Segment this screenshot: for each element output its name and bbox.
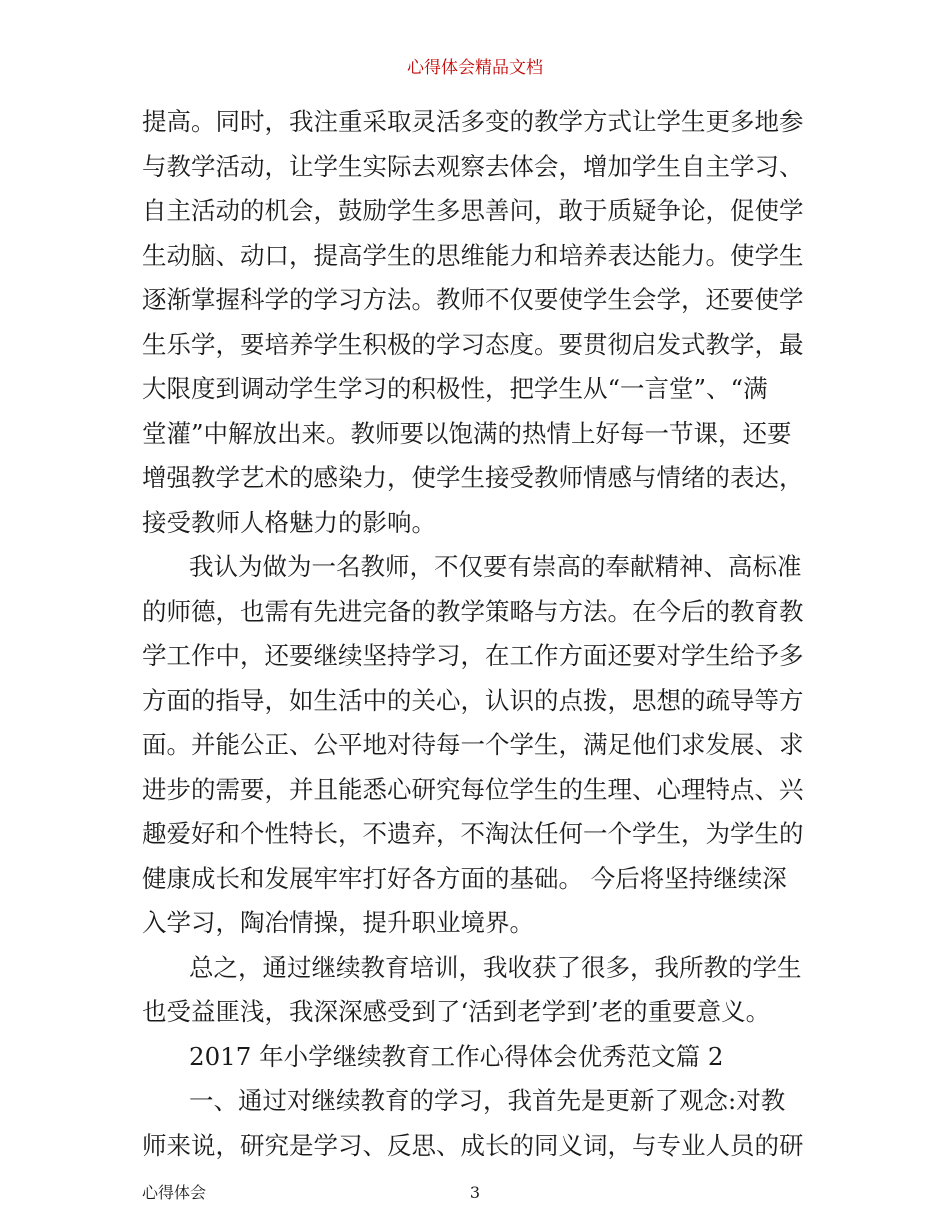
document-body <box>142 100 814 1168</box>
text-line: 自主活动的机会，鼓励学生多思善问，敢于质疑争论，促使学 <box>142 196 804 225</box>
paragraph-start-line: 一、通过对继续教育的学习，我首先是更新了观念:对教 <box>189 1086 786 1115</box>
footer-label: 心得体会 <box>142 1183 207 1202</box>
text-line: 趣爱好和个性特长，不遗弃，不淘汰任何一个学生，为学生的 <box>142 819 804 848</box>
text-line: 也受益匪浅，我深深感受到了‘活到老学到’老的重要意义。 <box>142 997 771 1026</box>
text-line: 面。并能公正、公平地对待每一个学生，满足他们求发展、求 <box>142 730 804 759</box>
text-line: 提高。同时，我注重采取灵活多变的教学方式让学生更多地参 <box>142 107 804 136</box>
text-line: 健康成长和发展牢牢打好各方面的基础。 今后将坚持继续深 <box>142 863 787 893</box>
text-line: 与教学活动，让学生实际去观察去体会，增加学生自主学习、 <box>142 151 804 181</box>
text-line: 入学习，陶冶情操，提升职业境界。 <box>142 908 534 937</box>
page-number: 3 <box>469 1183 481 1202</box>
text-line: 师来说，研究是学习、反思、成长的同义词，与专业人员的研 <box>142 1130 804 1160</box>
text-line: 大限度到调动学生学习的积极性，把学生从“一言堂”、“满 <box>142 374 768 403</box>
text-line: 增强教学艺术的感染力，使学生接受教师情感与情绪的表达， <box>142 463 804 492</box>
section-heading: 2017 年小学继续教育工作心得体会优秀范文篇 2 <box>189 1041 724 1071</box>
text-line: 方面的指导，如生活中的关心，认识的点拨，思想的疏导等方 <box>142 685 804 715</box>
text-line: 逐渐掌握科学的学习方法。教师不仅要使学生会学，还要使学 <box>142 285 804 314</box>
text-line: 的师德，也需有先进完备的教学策略与方法。在今后的教育教 <box>142 596 804 626</box>
text-line: 生动脑、动口，提高学生的思维能力和培养表达能力。使学生 <box>142 240 804 270</box>
text-line: 接受教师人格魅力的影响。 <box>142 507 436 537</box>
text-line: 生乐学，要培养学生积极的学习态度。要贯彻启发式教学，最 <box>142 329 804 359</box>
text-line: 学工作中，还要继续坚持学习，在工作方面还要对学生给予多 <box>142 641 804 670</box>
text-line: 堂灌”中解放出来。教师要以饱满的热情上好每一节课，还要 <box>142 418 792 448</box>
text-line: 进步的需要，并且能悉心研究每位学生的生理、心理特点、兴 <box>142 774 804 804</box>
paragraph-start-line: 我认为做为一名教师，不仅要有崇高的奉献精神、高标准 <box>189 552 802 581</box>
paragraph-start-line: 总之，通过继续教育培训，我收获了很多，我所教的学生 <box>189 952 802 982</box>
page-header-title: 心得体会精品文档 <box>407 58 543 78</box>
